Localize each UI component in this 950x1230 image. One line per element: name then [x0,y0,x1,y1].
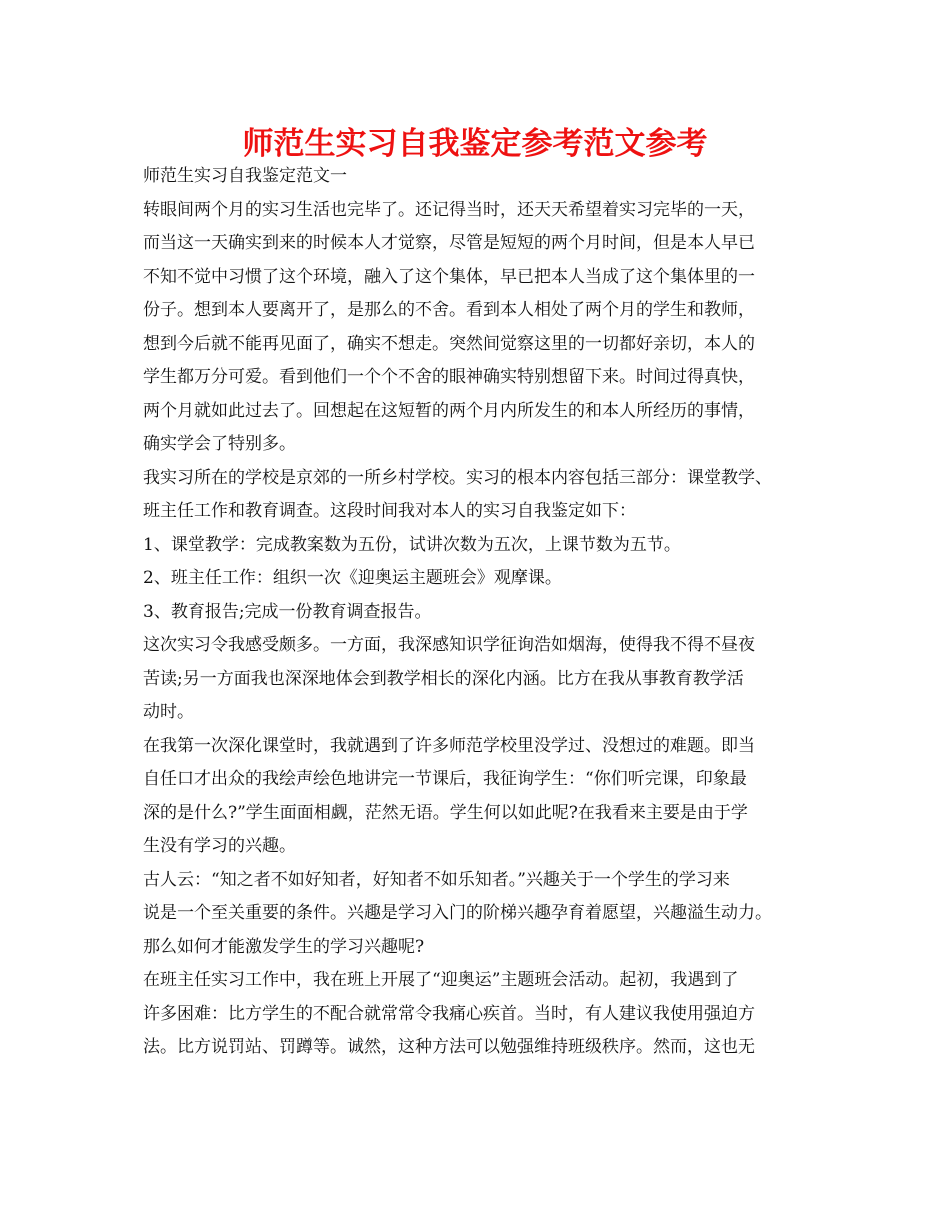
paragraph-line: 确实学会了特别多。 [143,434,296,454]
paragraph-line: 在班主任实习工作中，我在班上开展了“迎奥运”主题班会活动。起初，我遇到了 [143,970,739,990]
paragraph-line: 转眼间两个月的实习生活也完毕了。还记得当时，还天天希望着实习完毕的一天， [143,199,755,220]
paragraph-line: 那么如何才能激发学生的学习兴趣呢? [143,936,425,957]
paragraph-line: 班主任工作和教育调查。这段时间我对本人的实习自我鉴定如下： [143,501,636,521]
paragraph-line: 2、班主任工作：组织一次《迎奥运主题班会》观摩课。 [143,568,562,588]
paragraph-line: 份子。想到本人要离开了，是那么的不舍。看到本人相处了两个月的学生和教师， [143,300,755,320]
paragraph-line: 深的是什么?”学生面面相觑，茫然无语。学生何以如此呢?在我看来主要是由于学 [143,802,748,823]
paragraph-line: 不知不觉中习惯了这个环境，融入了这个集体，早已把本人当成了这个集体里的一 [143,266,755,287]
paragraph-line: 许多困难：比方学生的不配合就常常令我痛心疾首。当时，有人建议我使用强迫方 [143,1003,755,1024]
paragraph-line: 师范生实习自我鉴定范文一 [143,166,347,186]
paragraph-line: 想到今后就不能再见面了，确实不想走。突然间觉察这里的一切都好亲切，本人的 [143,333,755,354]
paragraph-line: 3、教育报告;完成一份教育调查报告。 [143,601,432,622]
document-title: 师范生实习自我鉴定参考范文参考 [242,126,708,162]
paragraph-line: 而当这一天确实到来的时候本人才觉察，尽管是短短的两个月时间，但是本人早已 [143,233,755,253]
paragraph-line: 生没有学习的兴趣。 [143,836,296,856]
paragraph-line: 1、课堂教学：完成教案数为五份，试讲次数为五次，上课节数为五节。 [143,534,681,555]
paragraph-line: 说是一个至关重要的条件。兴趣是学习入门的阶梯兴趣孕育着愿望，兴趣溢生动力。 [143,903,772,923]
paragraph-line: 两个月就如此过去了。回想起在这短暂的两个月内所发生的和本人所经历的事情， [143,400,755,421]
paragraph-line: 我实习所在的学校是京郊的一所乡村学校。实习的根本内容包括三部分：课堂教学、 [143,467,772,488]
paragraph-line: 古人云：“知之者不如好知者，好知者不如乐知者。”兴趣关于一个学生的学习来 [143,869,730,890]
paragraph-line: 在我第一次深化课堂时，我就遇到了许多师范学校里没学过、没想过的难题。即当 [143,735,755,756]
paragraph-line: 自任口才出众的我绘声绘色地讲完一节课后，我征询学生：“你们听完课，印象最 [143,769,747,789]
paragraph-line: 这次实习令我感受颇多。一方面，我深感知识学征询浩如烟海，使得我不得不昼夜 [143,635,755,655]
document-body [143,160,833,1065]
paragraph-line: 动时。 [143,702,194,722]
paragraph-line: 学生都万分可爱。看到他们一个个不舍的眼神确实特别想留下来。时间过得真快， [143,367,755,387]
paragraph-line: 法。比方说罚站、罚蹲等。诚然，这种方法可以勉强维持班级秩序。然而，这也无 [143,1037,755,1057]
paragraph-line: 苦读;另一方面我也深深地体会到教学相长的深化内涵。比方在我从事教育教学活 [143,668,744,689]
